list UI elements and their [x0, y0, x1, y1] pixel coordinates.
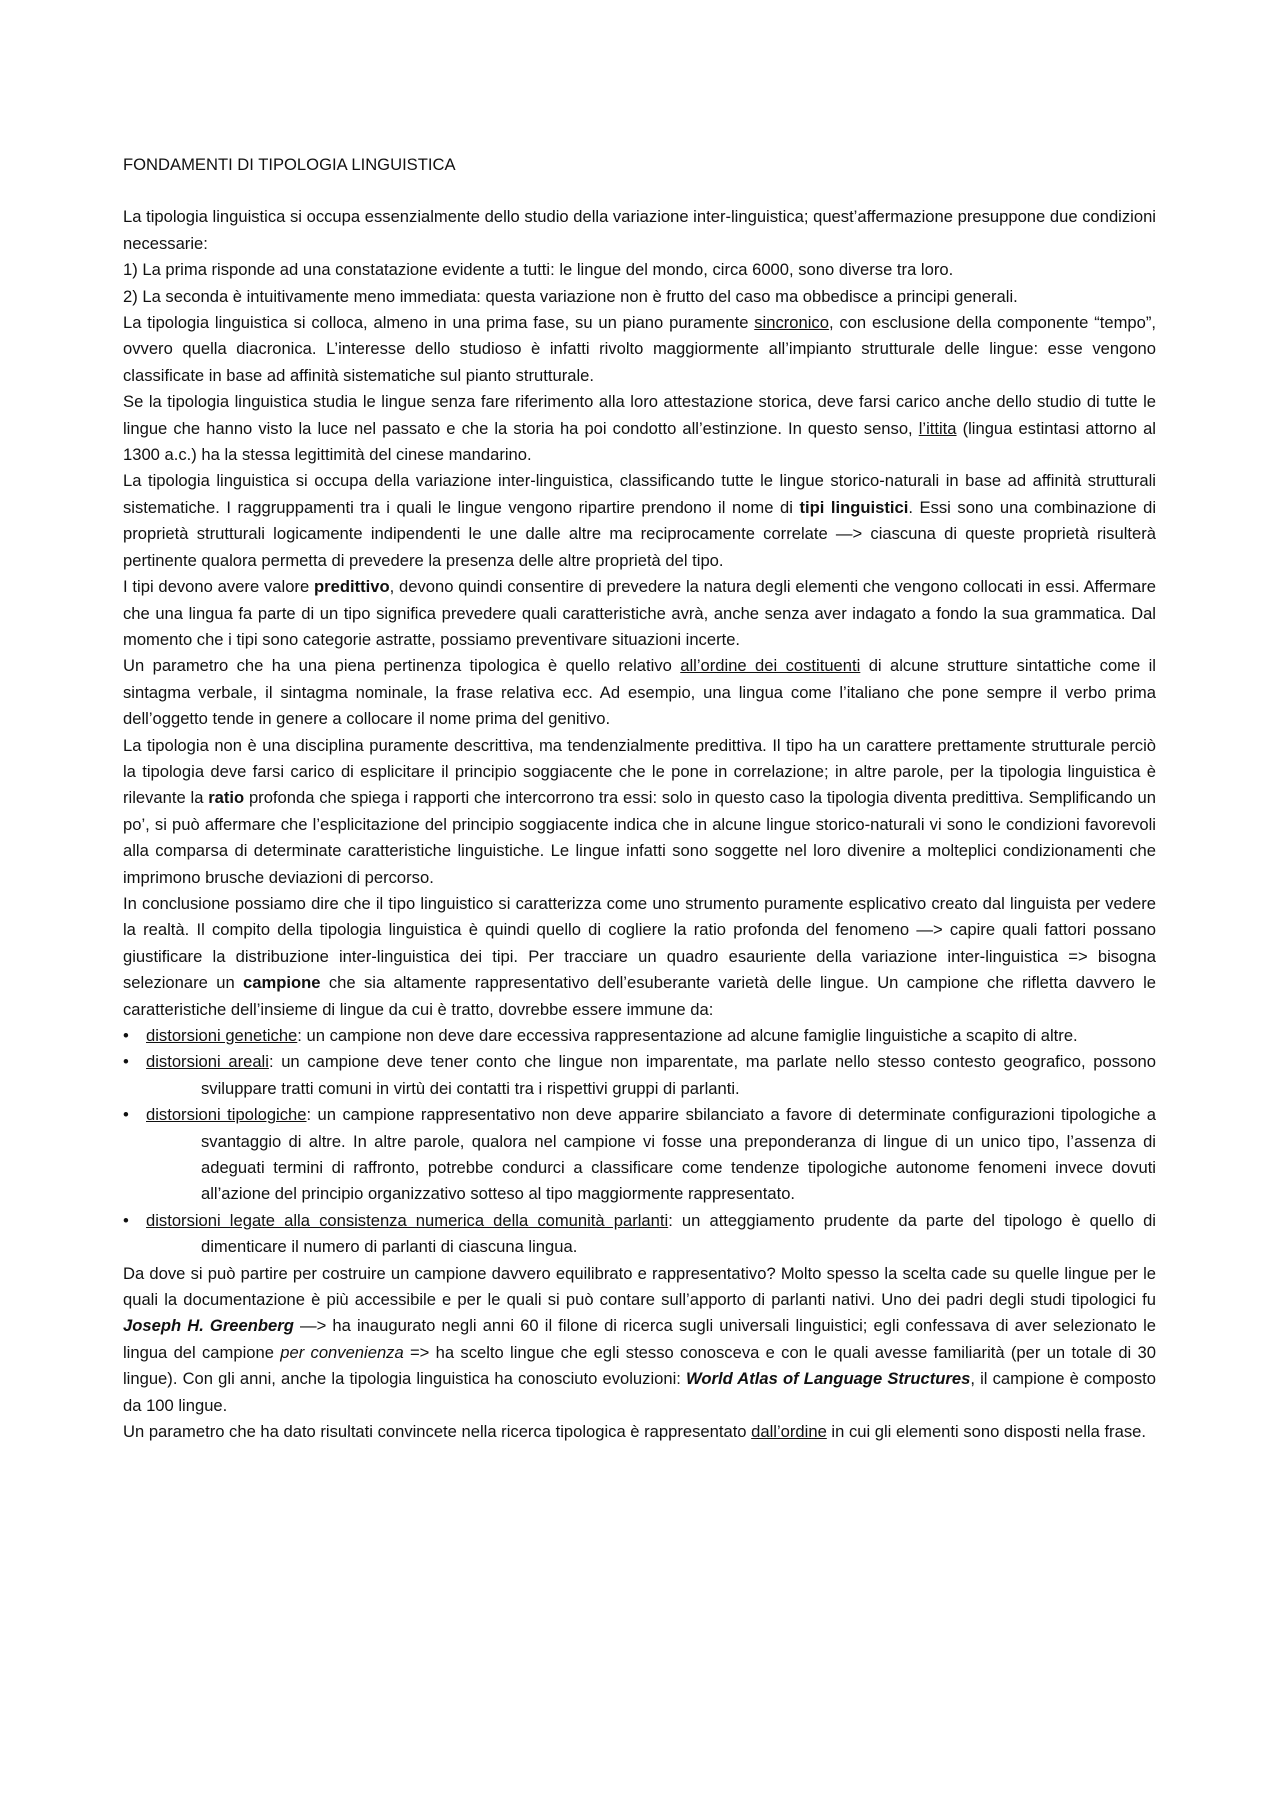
- paragraph-text: che sia altamente rappresentativo dell’esuberante varietà delle lingue. Un campione che rifletta davvero le caratteristiche dell’insieme di lingue da cui è tratto, dovrebbe essere immune da:: [123, 973, 1156, 1019]
- paragraph-text: , devono quindi consentire di prevedere la natura degli elementi che vengono collocati in essi. Affermare che una lingua fa parte di un tipo significa prevedere quali caratteristiche avrà, anche senza aver indagato a fondo la sua grammatica. Dal momento che i tipi sono categorie astratte, possiamo preventivare situazioni incerte.: [123, 577, 1156, 649]
- paragraph-text: I tipi devono avere valore: [123, 577, 314, 597]
- underlined-term: distorsioni tipologiche: [146, 1105, 307, 1125]
- paragraph-text: profonda che spiega i rapporti che intercorrono tra essi: solo in questo caso la tipologia diventa predittiva. Semplificando un po’, si può affermare che l’esplicitazione del principio soggiacente indica che in alcune lingue storico-naturali vi sono le condizioni favorevoli alla comparsa di determinate caratteristiche linguistiche. Le lingue infatti sono soggette nel loro divenire a molteplici condizionamenti che imprimono brusche deviazioni di percorso.: [123, 788, 1156, 887]
- paragraph-greenberg: [123, 1261, 1156, 1419]
- paragraph-predittivo: [123, 574, 1156, 653]
- document-body: [123, 152, 1156, 1446]
- list-item: [123, 1208, 1156, 1261]
- underlined-term: sincronico: [754, 313, 829, 333]
- paragraph-text: in cui gli elementi sono disposti nella frase.: [826, 1422, 1146, 1442]
- paragraph-intro: [123, 204, 1156, 257]
- bold-term: ratio: [208, 788, 245, 808]
- paragraph-text: 2) La seconda è intuitivamente meno immediata: questa variazione non è frutto del caso ma obbedisce a principi generali.: [123, 286, 1018, 306]
- bold-italic-term: Joseph H. Greenberg: [123, 1316, 294, 1336]
- list-item: [123, 1023, 1156, 1049]
- paragraph-text: Un parametro che ha una piena pertinenza tipologica è quello relativo: [123, 656, 681, 676]
- underlined-term: dall’ordine: [751, 1422, 827, 1442]
- bullet-icon: •: [123, 1105, 129, 1125]
- document-title: FONDAMENTI DI TIPOLOGIA LINGUISTICA: [123, 155, 456, 174]
- paragraph-sincronico: [123, 310, 1156, 389]
- paragraph-text: Un parametro che ha dato risultati convincete nella ricerca tipologica è rappresentato: [123, 1422, 752, 1442]
- bold-italic-term: World Atlas of Language Structures: [686, 1369, 971, 1389]
- underlined-term: l’ittita: [918, 418, 957, 438]
- list-item-text: : un campione deve tener conto che lingue non imparentate, ma parlate nello stesso contesto geografico, possono sviluppare tratti comuni in virtù dei contatti tra i rispettivi gruppi di parlanti.: [201, 1052, 1156, 1098]
- paragraph-text: La tipologia linguistica si colloca, almeno in una prima fase, su un piano puramente: [123, 313, 755, 333]
- paragraph-text: —> ha inaugurato negli anni 60 il filone di ricerca sugli universali linguistici; egli confessava di aver selezionato le lingua del campione: [123, 1316, 1156, 1362]
- paragraph-text: => ha scelto lingue che egli stesso conosceva e con le quali avesse familiarità (per un totale di 30 lingue). Con gli anni, anche la tipologia linguistica ha conosciuto evoluzioni:: [123, 1342, 1156, 1389]
- list-item-text: : un campione rappresentativo non deve apparire sbilanciato a favore di determinate configurazioni tipologiche a svantaggio di altre. In altre parole, qualora nel campione vi fosse una preponderanza di lingue di un unico tipo, l’assenza di adeguati termini di raffronto, potrebbe condurci a classificare come tendenze tipologiche autonome fenomeni invece dovuti all’azione del principio organizzativo sotteso al tipo maggiormente rappresentato.: [201, 1105, 1157, 1204]
- list-item-text: : un atteggiamento prudente da parte del tipologo è quello di dimenticare il numero di parlanti di ciascuna lingua.: [201, 1210, 1156, 1257]
- paragraph-ordine-costituenti: [123, 653, 1156, 732]
- paragraph-condition-1: [123, 257, 1156, 283]
- bullet-icon: •: [123, 1210, 129, 1230]
- paragraph-text: (lingua estintasi attorno al 1300 a.c.) ha la stessa legittimità del cinese mandarino.: [123, 418, 1156, 465]
- paragraph-text: . Essi sono una combinazione di proprietà strutturali logicamente indipendenti le une dalle altre ma reciprocamente correlate —> ciascuna di queste proprietà risulterà pertinente qualora permetta di prevedere la presenza delle altre proprietà del tipo.: [123, 497, 1157, 570]
- paragraph-ittita: [123, 389, 1156, 468]
- bullet-icon: •: [123, 1026, 129, 1045]
- paragraph-text: In conclusione possiamo dire che il tipo linguistico si caratterizza come uno strumento puramente esplicativo creato dal linguista per vedere la realtà. Il compito della tipologia linguistica è quindi quello di cogliere la ratio profonda del fenomeno —> capire quali fattori possano giustificare la distribuzione inter-linguistica dei tipi. Per tracciare un quadro esauriente della variazione inter-linguistica => bisogna selezionare un: [123, 893, 1156, 993]
- paragraph-ordine: [123, 1419, 1156, 1445]
- paragraph-text: Se la tipologia linguistica studia le lingue senza fare riferimento alla loro attestazione storica, deve farsi carico anche dello studio di tutte le lingue che hanno visto la luce nel passato e che la storia ha poi condotto all’estinzione. In questo senso,: [123, 392, 1156, 438]
- underlined-term: all’ordine dei costituenti: [680, 656, 861, 676]
- bullet-icon: •: [123, 1052, 129, 1072]
- distorsioni-list: [123, 1023, 1156, 1261]
- list-item-text: : un campione non deve dare eccessiva rappresentazione ad alcune famiglie linguistiche a scapito di altre.: [297, 1026, 1078, 1045]
- underlined-term: distorsioni genetiche: [146, 1026, 298, 1045]
- paragraph-text: La tipologia linguistica si occupa della variazione inter-linguistica, classificando tutte le lingue storico-naturali in base ad affinità strutturali sistematiche. I raggruppamenti tra i quali le lingue vengono ripartire prendono il nome di: [123, 471, 1156, 517]
- paragraph-campione: [123, 891, 1156, 1023]
- paragraph-text: 1) La prima risponde ad una constatazione evidente a tutti: le lingue del mondo, circa 6000, sono diverse tra loro.: [123, 260, 954, 280]
- bold-term: campione: [243, 973, 321, 993]
- paragraph-text: di alcune strutture sintattiche come il sintagma verbale, il sintagma nominale, la frase relativa ecc. Ad esempio, una lingua come l’italiano che pone sempre il verbo prima dell’oggetto tende in genere a collocare il nome prima del genitivo.: [123, 656, 1156, 729]
- bold-term: tipi linguistici: [799, 497, 909, 517]
- italic-term: per convenienza: [280, 1342, 404, 1362]
- underlined-term: distorsioni areali: [146, 1052, 269, 1072]
- list-item: [123, 1049, 1156, 1102]
- paragraph-text: , con esclusione della componente “tempo”, ovvero quella diacronica. L’interesse dello studioso è infatti rivolto maggiormente all’impianto strutturale delle lingue: esse vengono classificate in base ad affinità sistematiche sul pianto strutturale.: [123, 313, 1156, 385]
- paragraph-tipi-linguistici: [123, 468, 1156, 574]
- paragraph-text: La tipologia non è una disciplina puramente descrittiva, ma tendenzialmente predittiva. Il tipo ha un carattere prettamente strutturale perciò la tipologia deve farsi carico di esplicitare il principio soggiacente che le pone in correlazione; in altre parole, per la tipologia linguistica è rilevante la: [123, 735, 1156, 808]
- paragraph-text: Da dove si può partire per costruire un campione davvero equilibrato e rappresentativo? Molto spesso la scelta cade su quelle lingue per le quali la documentazione è più accessibile e per le quali si può contare sull’apporto di parlanti nativi. Uno dei padri degli studi tipologici fu: [123, 1263, 1156, 1310]
- bold-term: predittivo: [314, 577, 390, 597]
- list-item: [123, 1102, 1156, 1208]
- underlined-term: distorsioni legate alla consistenza numerica della comunità parlanti: [146, 1210, 669, 1230]
- paragraph-condition-2: [123, 284, 1156, 310]
- paragraph-text: La tipologia linguistica si occupa essenzialmente dello studio della variazione inter-linguistica; quest’affermazione presuppone due condizioni necessarie:: [123, 207, 1156, 253]
- paragraph-text: , il campione è composto da 100 lingue.: [123, 1369, 1156, 1415]
- paragraph-ratio: [123, 733, 1156, 891]
